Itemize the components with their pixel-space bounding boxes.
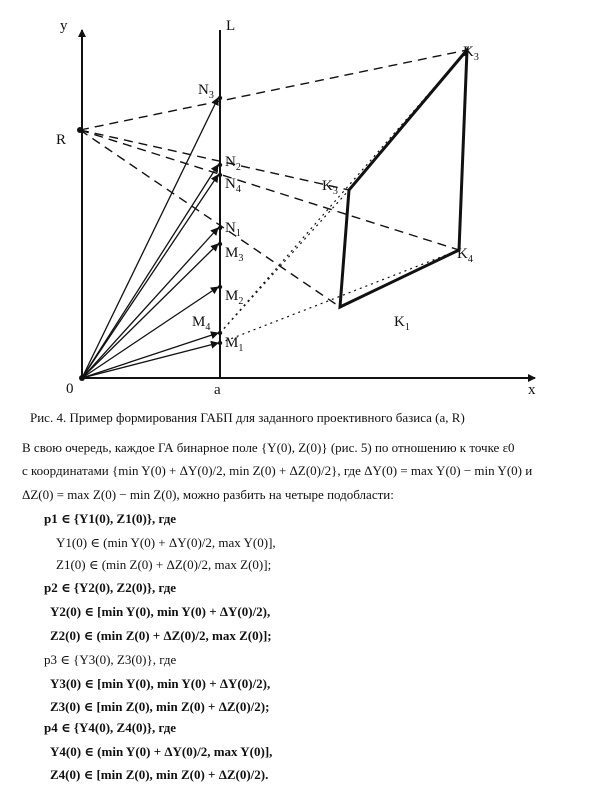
point-M4 (218, 331, 222, 335)
formula-z4: Z4(0) ∈ [min Z(0), min Z(0) + ΔZ(0)/2). (50, 767, 269, 782)
label-N1: $N_1$ (225, 220, 241, 239)
formula-p4: p4 ∈ {Y4(0), Z4(0)}, где (44, 720, 177, 735)
formula-z1: Z1(0) ∈ (min Z(0) + ΔZ(0)/2, max Z(0)]; (56, 557, 272, 572)
label-R: R (56, 132, 67, 148)
point-N3 (218, 96, 222, 100)
formula-y3: Y3(0) ∈ [min Y(0), min Y(0) + ΔY(0)/2), (50, 676, 271, 691)
point-N4 (218, 173, 222, 177)
quadrilateral-K (340, 50, 467, 307)
label-N3: $N_3$ (198, 82, 214, 101)
point-M2 (218, 285, 222, 289)
label-K3-mid: $K_3$ (322, 178, 338, 197)
point-origin (79, 375, 85, 381)
figure-caption: Рис. 4. Пример формирования ГАБП для заданного проективного базиса (a, R) (30, 410, 465, 425)
label-L: L (226, 18, 236, 34)
point-N2 (218, 163, 222, 167)
dashed-lines-from-R (80, 50, 467, 307)
formula-z3: Z3(0) ∈ [min Z(0), min Z(0) + ΔZ(0)/2); (50, 699, 270, 714)
paragraph-line-3: ΔZ(0) = max Z(0) − min Z(0), можно разбить на четыре подобласти: (22, 487, 394, 502)
paragraph-line-2: с координатами {min Y(0) + ΔY(0)/2, min Z(0) + ΔZ(0)/2}, где ΔY(0) = max Y(0) − min Y(0) и (22, 463, 533, 478)
label-K3-top: $K_3$ (463, 44, 479, 63)
formula-z2: Z2(0) ∈ (min Z(0) + ΔZ(0)/2, max Z(0)]; (50, 628, 272, 643)
label-M2: $M_2$ (225, 288, 244, 307)
point-N1 (218, 226, 222, 230)
point-M3 (218, 242, 222, 246)
formula-p3: p3 ∈ {Y3(0), Z3(0)}, где (44, 652, 177, 667)
label-M4: $M_4$ (192, 314, 211, 333)
formula-p1: p1 ∈ {Y1(0), Z1(0)}, где (44, 511, 177, 526)
vectors-from-origin (82, 98, 218, 378)
label-M1: $M_1$ (225, 335, 244, 354)
point-R (77, 127, 83, 133)
label-K4: $K_4$ (457, 246, 473, 265)
label-M3: $M_3$ (225, 245, 244, 264)
label-N4: $N_4$ (225, 176, 241, 195)
label-x: x (528, 382, 536, 398)
paragraph-line-1: В свою очередь, каждое ГА бинарное поле {Y(0), Z(0)} (рис. 5) по отношению к точке ε0 (22, 440, 515, 455)
formula-p2: p2 ∈ {Y2(0), Z2(0)}, где (44, 580, 177, 595)
formula-y1: Y1(0) ∈ (min Y(0) + ΔY(0)/2, max Y(0)], (56, 535, 276, 550)
label-a: a (214, 382, 221, 398)
label-N2: $N_2$ (225, 154, 241, 173)
point-M1 (218, 341, 222, 345)
formula-y4: Y4(0) ∈ (min Y(0) + ΔY(0)/2, max Y(0)], (50, 744, 273, 759)
label-origin: 0 (66, 381, 74, 397)
label-K1: $K_1$ (394, 314, 410, 333)
label-y: y (60, 18, 68, 34)
formula-y2: Y2(0) ∈ [min Y(0), min Y(0) + ΔY(0)/2), (50, 604, 271, 619)
